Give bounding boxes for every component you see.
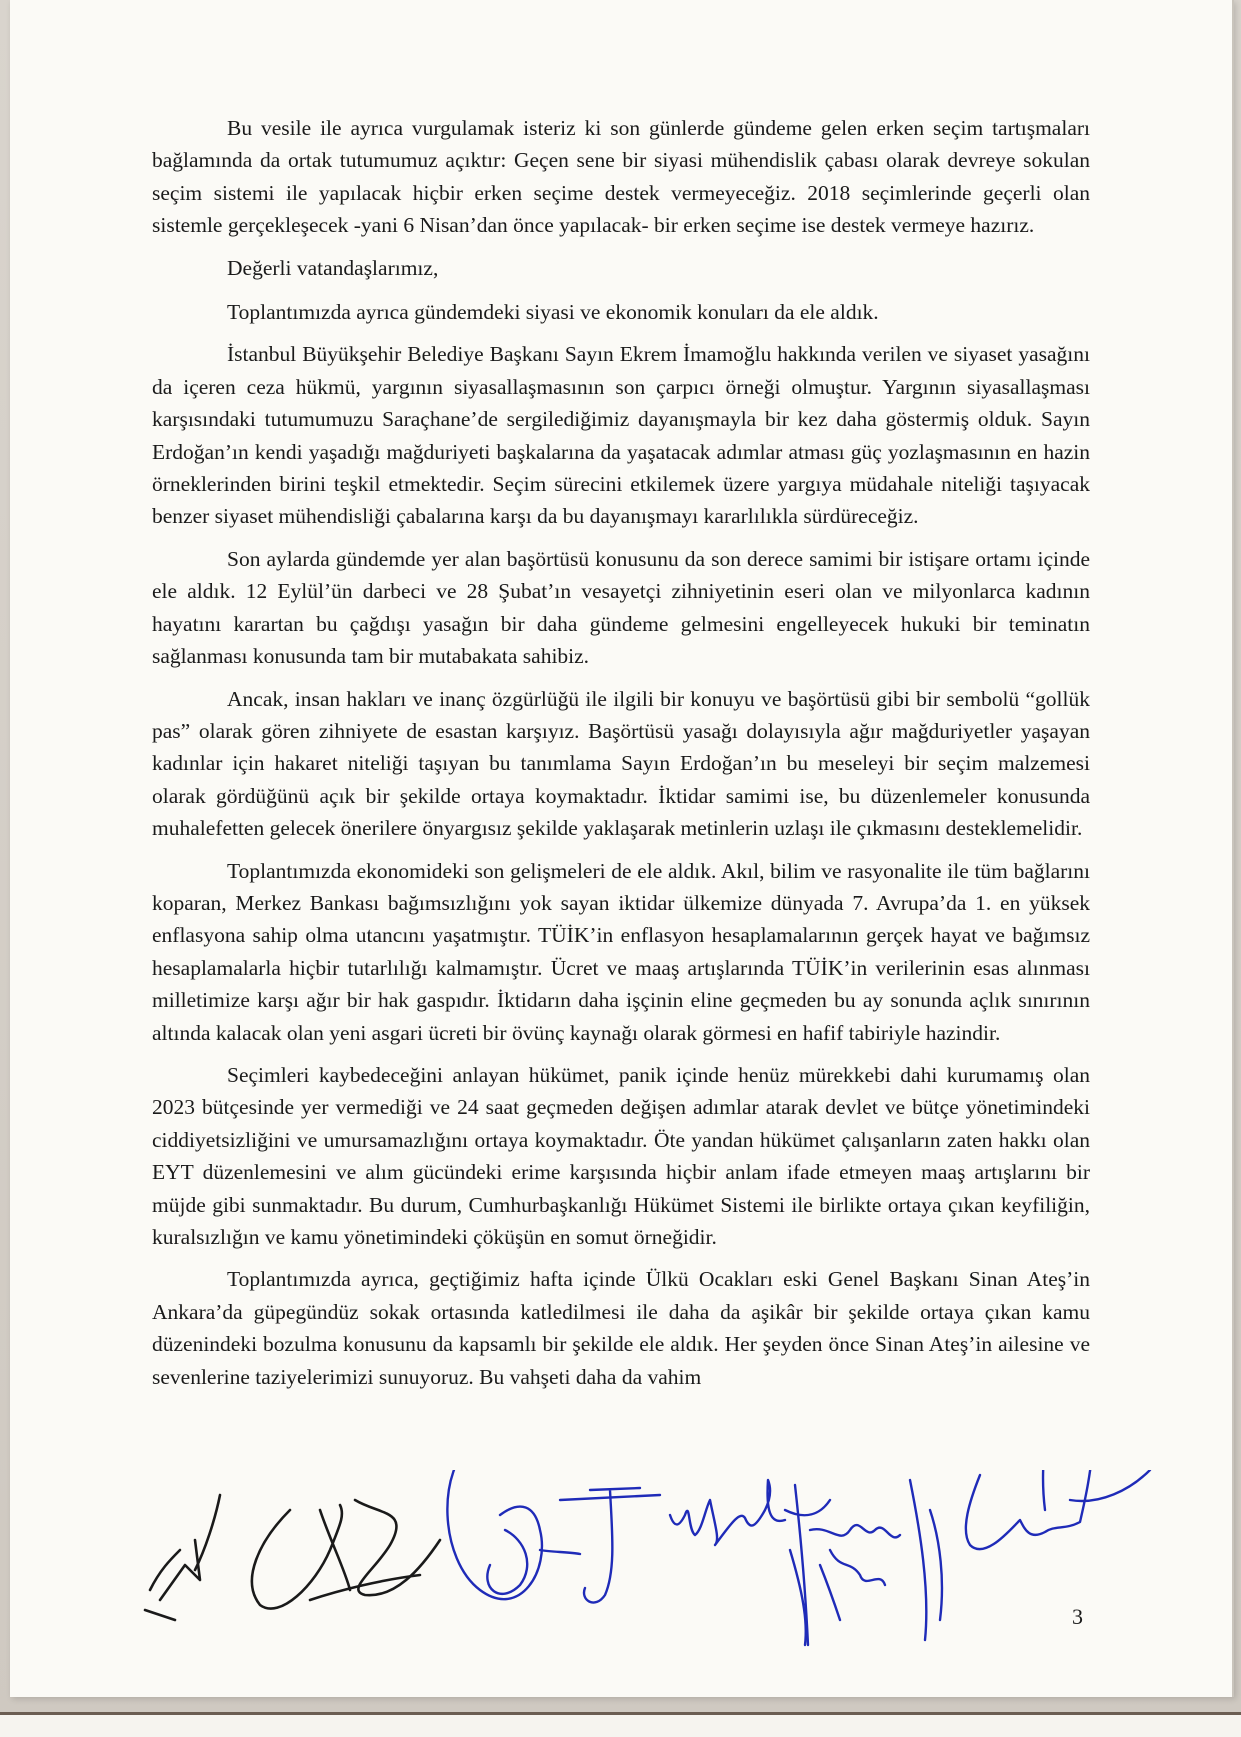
page-number: 3 — [1072, 1604, 1083, 1629]
paragraph-economy: Toplantımızda ekonomideki son gelişmeleri de ele aldık. Akıl, bilim ve rasyonalite ile tüm bağlarını koparan, Merkez Bankası bağımsızlığını yok sayan iktidar ülkemize dünyada 7. Avrupa’da 1. en yüksek enflasyona sahip olma utancını yaşatmıştır. TÜİK’in enflasyon hesaplamalarının gerçek hayat ve bağımsız hesaplamalarla hiçbir tutarlılığı kalmamıştır. Ücret ve maaş artışlarında TÜİK’in verilerinin esas alınması milletimize karşı ağır bir hak gaspıdır. İktidarın daha işçinin eline geçmeden bu ay sonunda açlık sınırının altında kalacak olan yeni asgari ücreti bir övünç kaynağı olarak görmesi en hafif tabiriyle hazindir. — [152, 858, 1090, 1045]
next-page-edge — [0, 1712, 1241, 1737]
paragraph-sinan-ates: Toplantımızda ayrıca, geçtiğimiz hafta içinde Ülkü Ocakları eski Genel Başkanı Sinan Ateş’in Ankara’da güpegündüz sokak ortasında katledilmesi ile daha da aşikâr bir şekilde ortaya çıkan kamu düzenindeki bozulma konusunu da kapsamlı bir şekilde ele aldık. Her şeyden önce Sinan Ateş’in ailesine ve sevenlerine taziyelerimizi sunuyoruz. Bu vahşeti daha da vahim — [152, 1267, 1090, 1389]
paragraph-imamoglu: İstanbul Büyükşehir Belediye Başkanı Sayın Ekrem İmamoğlu hakkında verilen ve siyaset yasağını da içeren ceza hükmü, yargının siyasallaşmasının son çarpıcı örneği olmuştur. Yargının siyasallaşması karşısındaki tutumumuzu Saraçhane’de sergilediğimiz dayanışmayla bir kez daha göstermiş olduk. Sayın Erdoğan’ın kendi yaşadığı mağduriyeti başkalarına da yaşatacak adımlar atması güç yozlaşmasının en hazin örneklerinden birini teşkil etmektedir. Seçim sürecini etkilemek üzere yargıya müdahale niteliği taşıyacak benzer siyaset mühendisliği çabalarına karşı da bu dayanışmayı kararlılıkla sürdüreceğiz. — [152, 342, 1090, 529]
paragraph-headscarf-criticism: Ancak, insan hakları ve inanç özgürlüğü ile ilgili bir konuyu ve başörtüsü gibi bir sembolü “gollük pas” olarak gören zihniyete de esastan karşıyız. Başörtüsü yasağı dolayısıyla ağır mağduriyetler yaşayan kadınlar için hakaret niteliği taşıyan bu tanımlama Sayın Erdoğan’ın bu meseleyi bir seçim malzemesi olarak gördüğünü açık bir şekilde ortaya koymaktadır. İktidar samimi ise, bu düzenlemeler konusunda muhalefetten gelecek önerilere önyargısız şekilde yaklaşarak metinlerin uzlaşı ile çıkmasını desteklemelidir. — [152, 686, 1090, 841]
document-body — [152, 112, 1090, 1403]
paragraph-greeting: Değerli vatandaşlarımız, — [227, 255, 439, 280]
paragraph-headscarf-guarantee: Son aylarda gündemde yer alan başörtüsü konusunu da son derece samimi bir istişare ortamı içinde ele aldık. 12 Eylül’ün darbeci ve 28 Şubat’ın vesayetçi zihniyetinin eseri olan ve milyonlarca kadının hayatını karartan bu çağdışı yasağın bir daha gündeme gelmesini engelleyecek hukuki bir teminatın sağlanması konusunda tam bir mutabakata sahibiz. — [152, 546, 1090, 669]
paragraph-budget: Seçimleri kaybedeceğini anlayan hükümet, panik içinde henüz mürekkebi dahi kurumamış olan 2023 bütçesinde yer vermediği ve 24 saat geçmeden değişen adımlar atarak devlet ve bütçe yönetimindeki ciddiyetsizliğini ve umursamazlığını ortaya koymaktadır. Öte yandan hükümet çalışanların zaten hakkı olan EYT düzenlemesini ve alım gücündeki erime karşısında hiçbir anlam ifade etmeyen maaş artışlarını bir müjde gibi sunmaktadır. Bu durum, Cumhurbaşkanlığı Hükümet Sistemi ile birlikte ortaya çıkan keyfiliğin, kuralsızlığın ve kamu yönetimindeki çöküşün en somut örneğidir. — [152, 1062, 1090, 1249]
paragraph-agenda: Toplantımızda ayrıca gündemdeki siyasi ve ekonomik konuları da ele aldık. — [227, 300, 879, 325]
paragraph-early-election: Bu vesile ile ayrıca vurgulamak isteriz ki son günlerde gündeme gelen erken seçim tartışmaları bağlamında da ortak tutumumuz açıktır: Geçen sene bir siyasi mühendislik çabası olarak devreye sokulan seçim sistemi ile yapılacak hiçbir erken seçime destek vermeyeceğiz. 2018 seçimlerinde geçerli olan sistemle gerçekleşecek -yani 6 Nisan’dan önce yapılacak- bir erken seçime ise destek vermeye hazırız. — [152, 116, 1090, 238]
